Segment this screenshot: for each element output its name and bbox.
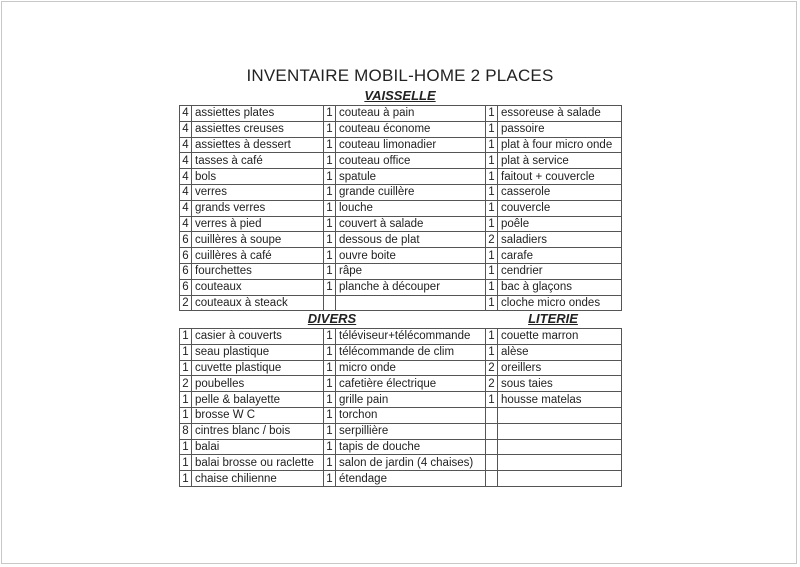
item-quantity: 6 xyxy=(180,263,192,279)
item-name: bac à glaçons xyxy=(498,279,622,295)
item-name: serpillière xyxy=(336,423,486,439)
item-name: grande cuillère xyxy=(336,184,486,200)
item-quantity: 1 xyxy=(324,407,336,423)
item-quantity: 1 xyxy=(180,329,192,345)
item-quantity: 4 xyxy=(180,121,192,137)
item-name xyxy=(498,439,622,455)
item-name: micro onde xyxy=(336,360,486,376)
item-quantity: 1 xyxy=(324,279,336,295)
item-name: assiettes creuses xyxy=(192,121,324,137)
item-name xyxy=(336,295,486,311)
item-quantity: 1 xyxy=(486,216,498,232)
table-row xyxy=(180,279,622,295)
item-quantity: 1 xyxy=(180,360,192,376)
item-quantity: 1 xyxy=(486,184,498,200)
item-name: seau plastique xyxy=(192,344,324,360)
item-quantity: 1 xyxy=(486,121,498,137)
item-quantity: 1 xyxy=(324,455,336,471)
item-name: cendrier xyxy=(498,263,622,279)
item-name: sous taies xyxy=(498,376,622,392)
item-quantity xyxy=(324,295,336,311)
item-name: couette marron xyxy=(498,329,622,345)
section-divers: DIVERS xyxy=(307,311,357,326)
table-row xyxy=(180,329,622,345)
table-row xyxy=(180,295,622,311)
item-name: couvercle xyxy=(498,200,622,216)
item-name: couteau économe xyxy=(336,121,486,137)
item-quantity: 1 xyxy=(486,344,498,360)
item-name: poêle xyxy=(498,216,622,232)
item-quantity: 4 xyxy=(180,169,192,185)
item-quantity: 1 xyxy=(486,295,498,311)
item-quantity: 1 xyxy=(324,329,336,345)
item-quantity: 4 xyxy=(180,184,192,200)
item-quantity: 1 xyxy=(486,106,498,122)
table-row xyxy=(180,344,622,360)
item-name: essoreuse à salade xyxy=(498,106,622,122)
item-quantity: 1 xyxy=(324,184,336,200)
item-name: couteau limonadier xyxy=(336,137,486,153)
item-quantity: 1 xyxy=(486,263,498,279)
section-literie: LITERIE xyxy=(528,311,578,326)
table-row xyxy=(180,439,622,455)
item-name: verres xyxy=(192,184,324,200)
item-name xyxy=(498,407,622,423)
item-name: oreillers xyxy=(498,360,622,376)
table-row xyxy=(180,407,622,423)
item-quantity: 1 xyxy=(180,344,192,360)
item-quantity: 1 xyxy=(324,137,336,153)
item-name: fourchettes xyxy=(192,263,324,279)
item-quantity: 1 xyxy=(486,392,498,408)
item-quantity: 2 xyxy=(486,376,498,392)
table-row xyxy=(180,184,622,200)
item-quantity: 1 xyxy=(486,137,498,153)
table-row xyxy=(180,392,622,408)
item-name: cuillères à café xyxy=(192,248,324,264)
item-quantity: 1 xyxy=(486,248,498,264)
item-quantity: 1 xyxy=(324,153,336,169)
item-quantity: 6 xyxy=(180,279,192,295)
table-row xyxy=(180,248,622,264)
item-quantity: 1 xyxy=(180,471,192,487)
item-quantity: 1 xyxy=(180,407,192,423)
table-row xyxy=(180,376,622,392)
divers-literie-table xyxy=(179,328,622,487)
item-name: pelle & balayette xyxy=(192,392,324,408)
item-quantity: 1 xyxy=(324,200,336,216)
table-row xyxy=(180,106,622,122)
item-name: cintres blanc / bois xyxy=(192,423,324,439)
item-quantity: 1 xyxy=(324,248,336,264)
item-name: poubelles xyxy=(192,376,324,392)
item-quantity: 1 xyxy=(180,392,192,408)
item-quantity xyxy=(486,439,498,455)
item-quantity: 1 xyxy=(324,121,336,137)
item-quantity: 1 xyxy=(486,153,498,169)
item-name: casserole xyxy=(498,184,622,200)
item-quantity xyxy=(486,455,498,471)
item-name: couteaux xyxy=(192,279,324,295)
item-name: bols xyxy=(192,169,324,185)
item-quantity: 1 xyxy=(324,169,336,185)
item-name: balai brosse ou raclette xyxy=(192,455,324,471)
item-name: tapis de douche xyxy=(336,439,486,455)
table-row xyxy=(180,263,622,279)
item-quantity: 1 xyxy=(324,216,336,232)
item-name: carafe xyxy=(498,248,622,264)
item-quantity xyxy=(486,471,498,487)
item-name xyxy=(498,423,622,439)
item-name: housse matelas xyxy=(498,392,622,408)
item-name: grands verres xyxy=(192,200,324,216)
item-name: grille pain xyxy=(336,392,486,408)
item-quantity: 1 xyxy=(486,200,498,216)
item-name: torchon xyxy=(336,407,486,423)
item-quantity: 1 xyxy=(324,423,336,439)
item-name: cafetière électrique xyxy=(336,376,486,392)
item-name: téléviseur+télécommande xyxy=(336,329,486,345)
item-name: dessous de plat xyxy=(336,232,486,248)
table-row xyxy=(180,169,622,185)
item-quantity: 1 xyxy=(324,376,336,392)
item-quantity: 4 xyxy=(180,106,192,122)
item-name: étendage xyxy=(336,471,486,487)
item-name: planche à découper xyxy=(336,279,486,295)
item-quantity: 1 xyxy=(486,279,498,295)
item-name: râpe xyxy=(336,263,486,279)
item-quantity: 4 xyxy=(180,137,192,153)
table-row xyxy=(180,216,622,232)
table-row xyxy=(180,471,622,487)
item-quantity: 1 xyxy=(486,329,498,345)
item-quantity: 4 xyxy=(180,200,192,216)
item-name: tasses à café xyxy=(192,153,324,169)
item-name: saladiers xyxy=(498,232,622,248)
item-name: télécommande de clim xyxy=(336,344,486,360)
item-quantity: 1 xyxy=(324,232,336,248)
item-quantity: 1 xyxy=(324,106,336,122)
table-row xyxy=(180,137,622,153)
table-row xyxy=(180,232,622,248)
item-quantity: 2 xyxy=(180,295,192,311)
item-quantity: 1 xyxy=(180,455,192,471)
item-name: assiettes à dessert xyxy=(192,137,324,153)
item-quantity: 2 xyxy=(486,232,498,248)
item-name: couteau office xyxy=(336,153,486,169)
item-name: assiettes plates xyxy=(192,106,324,122)
item-quantity: 1 xyxy=(180,439,192,455)
page-title: INVENTAIRE MOBIL-HOME 2 PLACES xyxy=(246,66,554,85)
item-quantity: 1 xyxy=(324,344,336,360)
item-name: salon de jardin (4 chaises) xyxy=(336,455,486,471)
item-quantity: 1 xyxy=(324,392,336,408)
table-row xyxy=(180,200,622,216)
item-name: cuillères à soupe xyxy=(192,232,324,248)
item-quantity: 4 xyxy=(180,153,192,169)
item-name: ouvre boite xyxy=(336,248,486,264)
item-name: casier à couverts xyxy=(192,329,324,345)
item-quantity: 4 xyxy=(180,216,192,232)
item-quantity: 1 xyxy=(324,439,336,455)
item-name: brosse W C xyxy=(192,407,324,423)
section-vaisselle: VAISSELLE xyxy=(364,88,436,103)
item-quantity: 1 xyxy=(324,263,336,279)
item-quantity: 2 xyxy=(180,376,192,392)
item-name: verres à pied xyxy=(192,216,324,232)
item-quantity: 1 xyxy=(486,169,498,185)
item-quantity xyxy=(486,423,498,439)
item-name: couteau à pain xyxy=(336,106,486,122)
table-row xyxy=(180,360,622,376)
item-name: couvert à salade xyxy=(336,216,486,232)
item-name: spatule xyxy=(336,169,486,185)
item-name: plat à four micro onde xyxy=(498,137,622,153)
item-quantity: 6 xyxy=(180,248,192,264)
item-name: alèse xyxy=(498,344,622,360)
item-quantity: 8 xyxy=(180,423,192,439)
item-name: cloche micro ondes xyxy=(498,295,622,311)
item-name: chaise chilienne xyxy=(192,471,324,487)
item-name xyxy=(498,471,622,487)
table-row xyxy=(180,423,622,439)
table-row xyxy=(180,153,622,169)
item-quantity: 1 xyxy=(324,471,336,487)
item-name: louche xyxy=(336,200,486,216)
table-row xyxy=(180,455,622,471)
item-name: couteaux à steack xyxy=(192,295,324,311)
item-quantity: 2 xyxy=(486,360,498,376)
vaisselle-table xyxy=(179,105,622,311)
item-name: passoire xyxy=(498,121,622,137)
item-name: balai xyxy=(192,439,324,455)
item-name: faitout + couvercle xyxy=(498,169,622,185)
item-quantity: 6 xyxy=(180,232,192,248)
item-name: plat à service xyxy=(498,153,622,169)
item-quantity: 1 xyxy=(324,360,336,376)
item-quantity xyxy=(486,407,498,423)
item-name xyxy=(498,455,622,471)
item-name: cuvette plastique xyxy=(192,360,324,376)
table-row xyxy=(180,121,622,137)
